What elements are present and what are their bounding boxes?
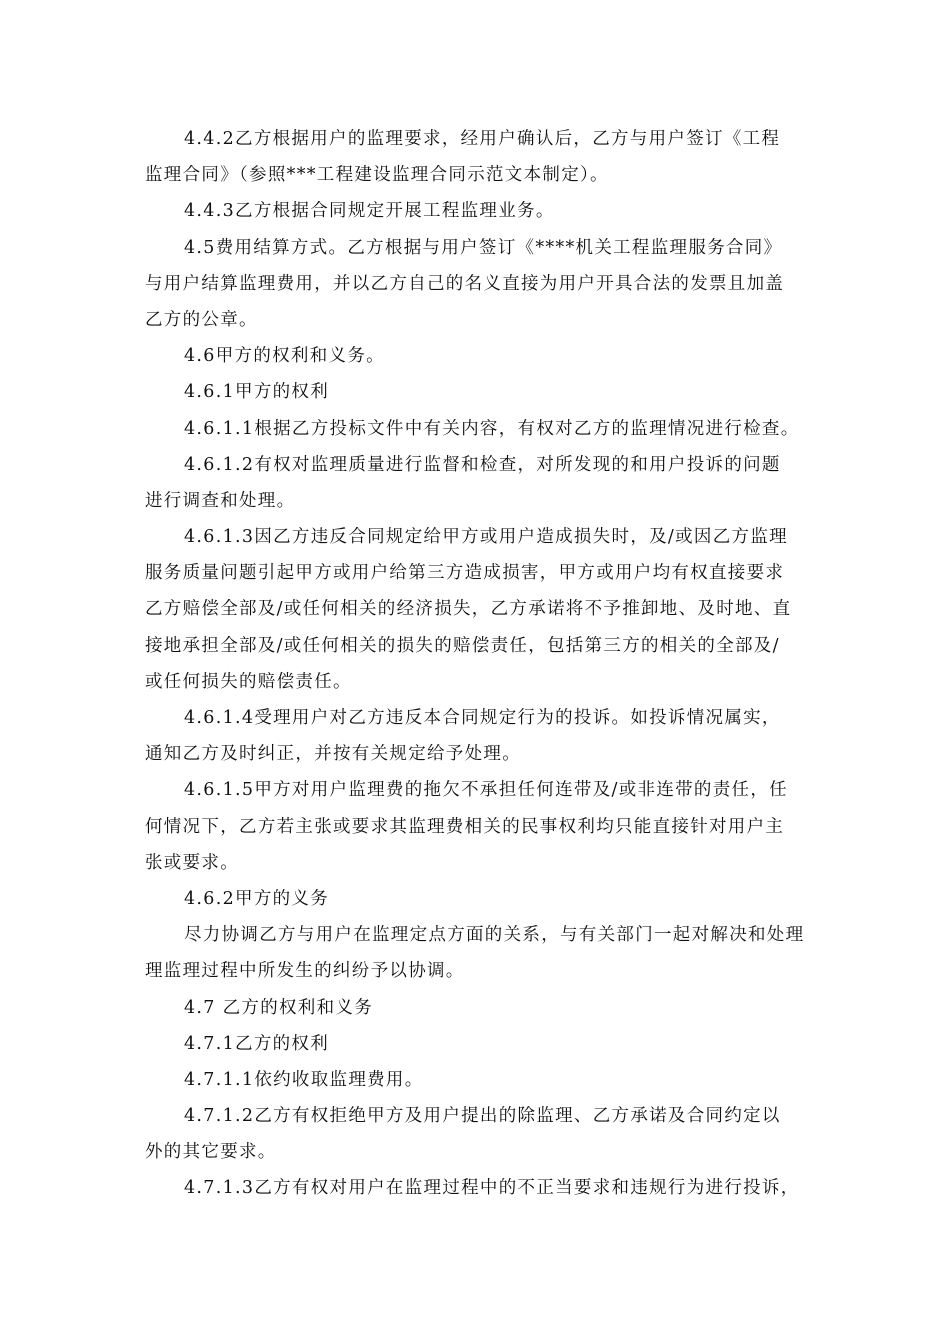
- paragraph-line: 监理合同》（参照***工程建设监理合同示范文本制定）。: [145, 165, 609, 186]
- paragraph-line: 4.5费用结算方式。乙方根据与用户签订《****机关工程监理服务合同》: [184, 237, 783, 258]
- section-heading: 4.7 乙方的权利和义务: [184, 997, 373, 1018]
- subsection-heading: 4.6.1甲方的权利: [184, 382, 330, 403]
- paragraph-line: 4.6.1.1根据乙方投标文件中有关内容，有权对乙方的监理情况进行检查。: [184, 418, 800, 439]
- paragraph-line: 通知乙方及时纠正，并按有关规定给予处理。: [145, 744, 521, 765]
- paragraph-line: 4.6.1.4受理用户对乙方违反本合同规定行为的投诉。如投诉情况属实，: [184, 708, 781, 728]
- paragraph-line: 外的其它要求。: [145, 1142, 277, 1163]
- paragraph-line: 4.7.1.3乙方有权对用户在监理过程中的不正当要求和违规行为进行投诉，: [184, 1178, 800, 1199]
- paragraph-line: 4.6.1.2有权对监理质量进行监督和检查，对所发现的和用户投诉的问题: [184, 454, 781, 475]
- paragraph-line: 4.6.1.5甲方对用户监理费的拖欠不承担任何连带及/或非连带的责任，任: [184, 780, 788, 801]
- paragraph-line: 4.7.1.2乙方有权拒绝甲方及用户提出的除监理、乙方承诺及合同约定以: [184, 1106, 781, 1127]
- paragraph-line: 乙方的公章。: [145, 309, 258, 330]
- paragraph-line: 与用户结算监理费用，并以乙方自己的名义直接为用户开具合法的发票且加盖: [145, 273, 785, 294]
- section-heading: 4.6甲方的权利和义务。: [184, 346, 385, 367]
- paragraph-line: 尽力协调乙方与用户在监理定点方面的关系，与有关部门一起对解决和处理: [184, 925, 805, 946]
- subsection-heading: 4.7.1乙方的权利: [184, 1033, 330, 1054]
- paragraph-line: 张或要求。: [145, 852, 239, 873]
- paragraph-line: 理监理过程中所发生的纠纷予以协调。: [145, 961, 465, 982]
- paragraph-line: 4.7.1.1依约收取监理费用。: [184, 1069, 424, 1090]
- document-body: [145, 121, 815, 1207]
- paragraph-line: 何情况下，乙方若主张或要求其监理费相关的民事权利均只能直接针对用户主: [145, 816, 785, 837]
- paragraph-line: 服务质量问题引起甲方或用户给第三方造成损害，甲方或用户均有权直接要求: [145, 563, 785, 584]
- paragraph-line: 4.4.2乙方根据用户的监理要求，经用户确认后，乙方与用户签订《工程: [184, 129, 781, 149]
- paragraph-line: 或任何损失的赔偿责任。: [145, 671, 352, 692]
- paragraph-line: 进行调查和处理。: [145, 490, 296, 511]
- paragraph-line: 4.6.1.3因乙方违反合同规定给甲方或用户造成损失时，及/或因乙方监理: [184, 527, 788, 548]
- paragraph-line: 接地承担全部及/或任何相关的损失的赔偿责任，包括第三方的相关的全部及/: [145, 635, 780, 656]
- paragraph-line: 乙方赔偿全部及/或任何相关的经济损失，乙方承诺将不予推卸地、及时地、直: [145, 599, 792, 620]
- paragraph-line: 4.4.3乙方根据合同规定开展工程监理业务。: [184, 201, 555, 222]
- subsection-heading: 4.6.2甲方的义务: [184, 888, 330, 909]
